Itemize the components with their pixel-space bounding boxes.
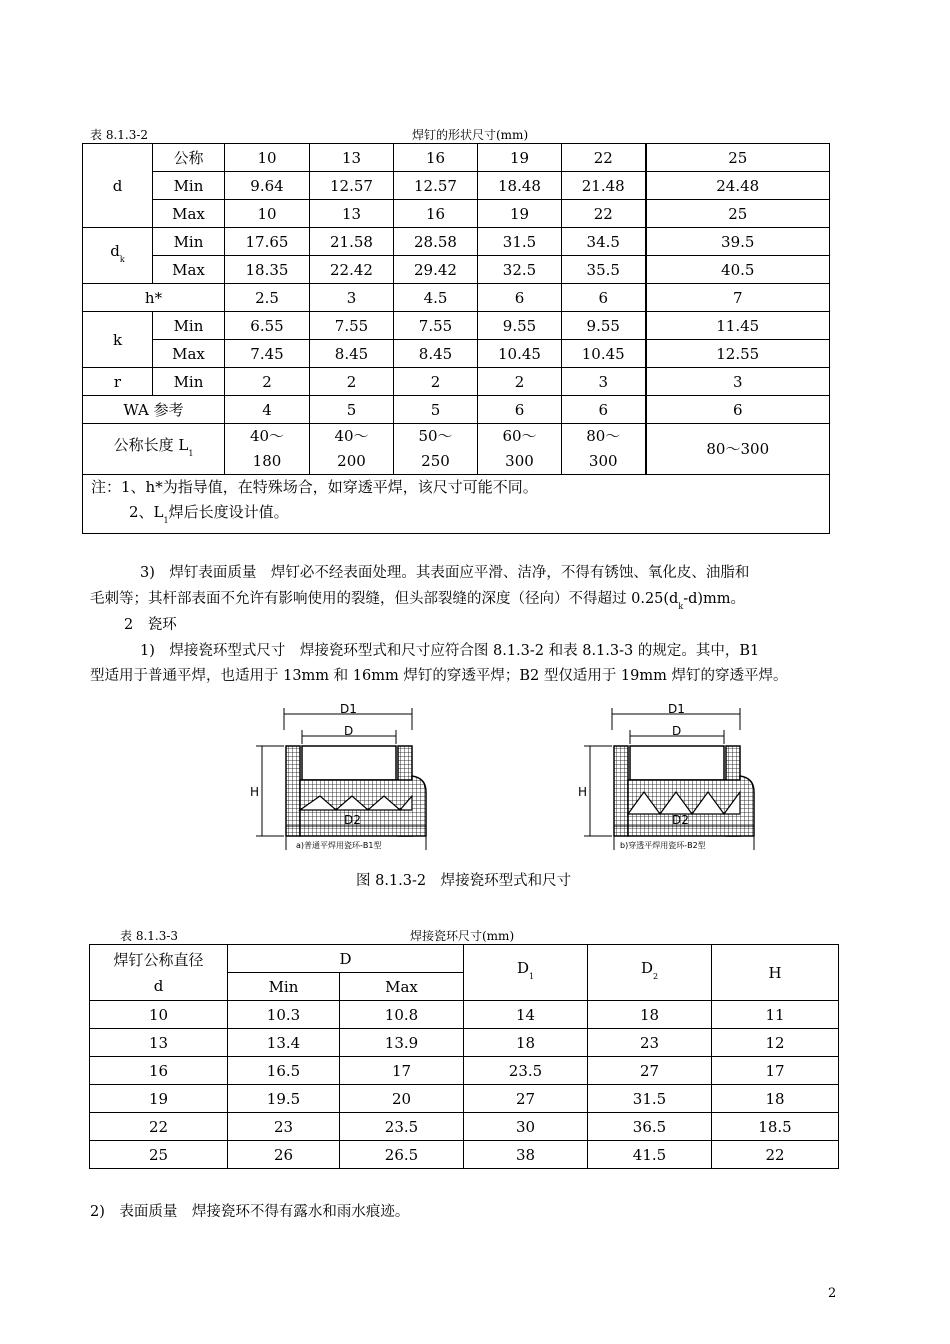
header-d: D xyxy=(228,945,464,973)
table1-title: 焊钉的形状尺寸(mm) xyxy=(412,128,529,142)
table-cell: 26.5 xyxy=(340,1141,464,1169)
table-cell: 13.4 xyxy=(228,1029,340,1057)
table-cell: 4 xyxy=(225,396,310,424)
range-high: 180 xyxy=(252,452,282,470)
table-cell: 6 xyxy=(562,396,646,424)
note-line-2 xyxy=(91,500,829,533)
header-d1-subscript: 1 xyxy=(528,972,535,981)
table-cell: 22 xyxy=(562,144,646,172)
table2-label: 表 8.1.3-3 xyxy=(120,929,179,943)
table-cell: 12.57 xyxy=(310,172,394,200)
table-cell: 18.48 xyxy=(478,172,562,200)
row-label: Max xyxy=(153,340,225,368)
table-cell: 7.45 xyxy=(225,340,310,368)
header-stud-diameter xyxy=(90,945,228,1001)
table-cell: 31.5 xyxy=(588,1085,712,1113)
table-cell: 11.45 xyxy=(646,312,830,340)
table-cell: 22 xyxy=(90,1113,228,1141)
para1-line2-pre: 毛刺等；其杆部表面不允许有影响使用的裂缝，但头部裂缝的深度（径向）不得超过 0.25(d xyxy=(90,591,679,607)
table-cell: 2 xyxy=(478,368,562,396)
r-symbol: r xyxy=(83,368,153,396)
table-cell: 7 xyxy=(646,284,830,312)
table-cell: 4.5 xyxy=(394,284,478,312)
range-high: 200 xyxy=(337,452,366,470)
table-cell xyxy=(562,424,646,475)
table-row xyxy=(83,172,830,200)
range-low: 40～ xyxy=(249,427,285,445)
range-low: 80～ xyxy=(586,427,621,445)
table-cell: 35.5 xyxy=(562,256,646,284)
table-cell: 6 xyxy=(646,396,830,424)
para-ring-surface-quality: 2) 表面质量 焊接瓷环不得有露水和雨水痕迹。 xyxy=(90,1204,410,1220)
table-cell: 41.5 xyxy=(588,1141,712,1169)
header-text: 焊钉公称直径 xyxy=(113,950,204,969)
table-cell: 2 xyxy=(225,368,310,396)
header-d2 xyxy=(588,945,712,1001)
dk-subscript: k xyxy=(119,255,125,264)
d-symbol: d xyxy=(83,144,153,228)
para-ring-type-line2: 型适用于普通平焊，也适用于 13mm 和 16mm 焊钉的穿透平焊；B2 型仅适用于 19mm 焊钉的穿透平焊。 xyxy=(90,668,788,684)
header-d1-letter: D xyxy=(516,959,529,977)
table-cell: 6 xyxy=(478,284,562,312)
range-high: 250 xyxy=(421,452,450,470)
header-min: Min xyxy=(228,973,340,1001)
table-row xyxy=(83,368,830,396)
row-label: Min xyxy=(153,172,225,200)
label-d-left: D xyxy=(344,724,354,738)
table-cell: 16 xyxy=(394,144,478,172)
header-text: d xyxy=(153,976,164,995)
table-cell: 19 xyxy=(90,1085,228,1113)
table-cell: 23.5 xyxy=(340,1113,464,1141)
table-cell: 80～300 xyxy=(646,424,830,475)
table-cell: 36.5 xyxy=(588,1113,712,1141)
range-low: 40～ xyxy=(334,427,369,445)
table-cell: 3 xyxy=(646,368,830,396)
table-cell: 19 xyxy=(478,144,562,172)
table-cell: 10 xyxy=(225,200,310,228)
k-symbol: k xyxy=(83,312,153,368)
table-row xyxy=(90,1057,839,1085)
table-header-row xyxy=(90,945,839,973)
label-h-left: H xyxy=(250,785,260,799)
note2-pre: 2、L xyxy=(129,503,164,521)
table-cell: 2 xyxy=(310,368,394,396)
table-row xyxy=(83,340,830,368)
table-row xyxy=(90,1001,839,1029)
table-cell: 13.9 xyxy=(340,1029,464,1057)
range-high: 300 xyxy=(505,452,534,470)
table-cell: 21.58 xyxy=(310,228,394,256)
table-cell: 30 xyxy=(464,1113,588,1141)
row-label: Min xyxy=(153,368,225,396)
stud-shape-table xyxy=(82,143,830,534)
ceramic-ring-figure xyxy=(240,700,780,860)
table-cell: 9.64 xyxy=(225,172,310,200)
table-cell: 6 xyxy=(562,284,646,312)
table-cell: 18.35 xyxy=(225,256,310,284)
length-subscript: 1 xyxy=(188,448,194,458)
header-max: Max xyxy=(340,973,464,1001)
table-cell: 10 xyxy=(225,144,310,172)
table-cell: 23.5 xyxy=(464,1057,588,1085)
header-h: H xyxy=(712,945,839,1001)
para1-line2-subscript: k xyxy=(678,602,684,611)
caption-b2: b)穿透平焊用瓷环-B2型 xyxy=(620,841,706,850)
table-cell: 32.5 xyxy=(478,256,562,284)
table-cell: 14 xyxy=(464,1001,588,1029)
table-cell: 12.55 xyxy=(646,340,830,368)
row-label: Min xyxy=(153,312,225,340)
table-cell: 16.5 xyxy=(228,1057,340,1085)
table-cell xyxy=(478,424,562,475)
table-cell: 22 xyxy=(562,200,646,228)
table-cell: 13 xyxy=(310,200,394,228)
table-cell: 6.55 xyxy=(225,312,310,340)
table-cell: 19.5 xyxy=(228,1085,340,1113)
table-cell xyxy=(394,424,478,475)
table-cell: 8.45 xyxy=(310,340,394,368)
table-cell: 26 xyxy=(228,1141,340,1169)
header-d2-letter: D xyxy=(640,959,653,977)
ring-b2-drawing xyxy=(578,702,754,850)
note-line-1: 注：1、h*为指导值，在特殊场合，如穿透平焊，该尺寸可能不同。 xyxy=(91,478,538,496)
table-cell: 28.58 xyxy=(394,228,478,256)
table-cell: 12.57 xyxy=(394,172,478,200)
table-cell: 20 xyxy=(340,1085,464,1113)
row-label: Max xyxy=(153,256,225,284)
table-row xyxy=(90,1141,839,1169)
figure-caption: 图 8.1.3-2 焊接瓷环型式和尺寸 xyxy=(356,873,572,889)
label-d1-right: D1 xyxy=(668,702,685,716)
table-cell: 5 xyxy=(310,396,394,424)
table-cell: 10.45 xyxy=(478,340,562,368)
caption-b1: a)普通平焊用瓷环-B1型 xyxy=(296,841,382,850)
length-label xyxy=(83,424,225,475)
table-cell: 7.55 xyxy=(310,312,394,340)
label-d2-left: D2 xyxy=(344,813,361,827)
table-cell: 13 xyxy=(90,1029,228,1057)
para1-line2-post: -d)mm。 xyxy=(683,591,746,607)
table-row xyxy=(83,312,830,340)
table-cell: 34.5 xyxy=(562,228,646,256)
row-label: Min xyxy=(153,228,225,256)
label-d2-right: D2 xyxy=(672,813,689,827)
note2-post: 焊后长度设计值。 xyxy=(168,503,289,521)
nominal-label: 公称 xyxy=(153,144,225,172)
h-label: h* xyxy=(83,284,225,312)
ring-b1-drawing xyxy=(250,702,426,850)
table-cell: 21.48 xyxy=(562,172,646,200)
table-cell: 10.3 xyxy=(228,1001,340,1029)
range-low: 50～ xyxy=(418,427,453,445)
table-cell: 13 xyxy=(310,144,394,172)
ceramic-ring-table xyxy=(89,944,839,1169)
table-row xyxy=(90,1113,839,1141)
table-cell: 22 xyxy=(712,1141,839,1169)
table-note xyxy=(83,475,830,534)
table-cell: 2 xyxy=(394,368,478,396)
row-label: Max xyxy=(153,200,225,228)
table-cell: 27 xyxy=(464,1085,588,1113)
table-cell: 9.55 xyxy=(562,312,646,340)
table-row xyxy=(83,144,830,172)
table-cell: 10.45 xyxy=(562,340,646,368)
range-low: 60～ xyxy=(502,427,537,445)
table-cell: 40.5 xyxy=(646,256,830,284)
table-row xyxy=(83,256,830,284)
table-row xyxy=(83,228,830,256)
table-cell: 16 xyxy=(90,1057,228,1085)
table-cell: 11 xyxy=(712,1001,839,1029)
table-cell: 23 xyxy=(588,1029,712,1057)
table-cell: 25 xyxy=(90,1141,228,1169)
table-cell xyxy=(225,424,310,475)
table-cell: 2.5 xyxy=(225,284,310,312)
table-cell: 39.5 xyxy=(646,228,830,256)
table-cell: 7.55 xyxy=(394,312,478,340)
page-number: 2 xyxy=(828,1286,837,1301)
table-cell: 18.5 xyxy=(712,1113,839,1141)
wa-label: WA 参考 xyxy=(83,396,225,424)
table-row xyxy=(90,1029,839,1057)
table-cell: 22.42 xyxy=(310,256,394,284)
table-cell: 3 xyxy=(562,368,646,396)
table-row xyxy=(83,200,830,228)
ceramic-ring-rows xyxy=(90,1001,839,1169)
label-d-right: D xyxy=(672,724,682,738)
table-cell: 3 xyxy=(310,284,394,312)
label-h-right: H xyxy=(578,785,588,799)
table-cell: 17 xyxy=(340,1057,464,1085)
para-surface-quality-line2 xyxy=(90,587,745,619)
table-cell: 31.5 xyxy=(478,228,562,256)
table2-title: 焊接瓷环尺寸(mm) xyxy=(410,929,515,943)
table-cell: 24.48 xyxy=(646,172,830,200)
table-cell: 10 xyxy=(90,1001,228,1029)
table-cell: 9.55 xyxy=(478,312,562,340)
note2-subscript: 1 xyxy=(163,516,169,525)
table-cell: 18 xyxy=(464,1029,588,1057)
table-cell: 10.8 xyxy=(340,1001,464,1029)
table-cell: 6 xyxy=(478,396,562,424)
dk-letter: d xyxy=(110,242,120,260)
table-cell: 18 xyxy=(588,1001,712,1029)
table-cell: 16 xyxy=(394,200,478,228)
length-text: 公称长度 L xyxy=(113,435,189,454)
table-cell: 23 xyxy=(228,1113,340,1141)
table-cell xyxy=(310,424,394,475)
table-cell: 12 xyxy=(712,1029,839,1057)
table-cell: 27 xyxy=(588,1057,712,1085)
table-row xyxy=(83,424,830,475)
table-cell: 5 xyxy=(394,396,478,424)
table-cell: 29.42 xyxy=(394,256,478,284)
para-surface-quality-line1: 3) 焊钉表面质量 焊钉必不经表面处理。其表面应平滑、洁净，不得有锈蚀、氧化皮、油脂和 xyxy=(140,565,750,581)
table-row xyxy=(83,284,830,312)
range-high: 300 xyxy=(588,452,618,470)
table-cell: 17.65 xyxy=(225,228,310,256)
table-row xyxy=(83,475,830,534)
table-cell: 19 xyxy=(478,200,562,228)
dk-symbol xyxy=(83,228,153,284)
table-cell: 18 xyxy=(712,1085,839,1113)
table-cell: 8.45 xyxy=(394,340,478,368)
header-d2-subscript: 2 xyxy=(652,972,659,981)
table1-label: 表 8.1.3-2 xyxy=(90,128,149,142)
table-cell: 38 xyxy=(464,1141,588,1169)
table-row xyxy=(90,1085,839,1113)
table-cell: 17 xyxy=(712,1057,839,1085)
label-d1-left: D1 xyxy=(340,702,357,716)
table-cell: 25 xyxy=(646,200,830,228)
table-cell: 25 xyxy=(646,144,830,172)
section-heading-ceramic-ring: 2 瓷环 xyxy=(124,617,177,633)
para-ring-type-line1: 1) 焊接瓷环型式尺寸 焊接瓷环型式和尺寸应符合图 8.1.3-2 和表 8.1.3-3 的规定。其中，B1 xyxy=(140,643,760,659)
table-row xyxy=(83,396,830,424)
header-d1 xyxy=(464,945,588,1001)
